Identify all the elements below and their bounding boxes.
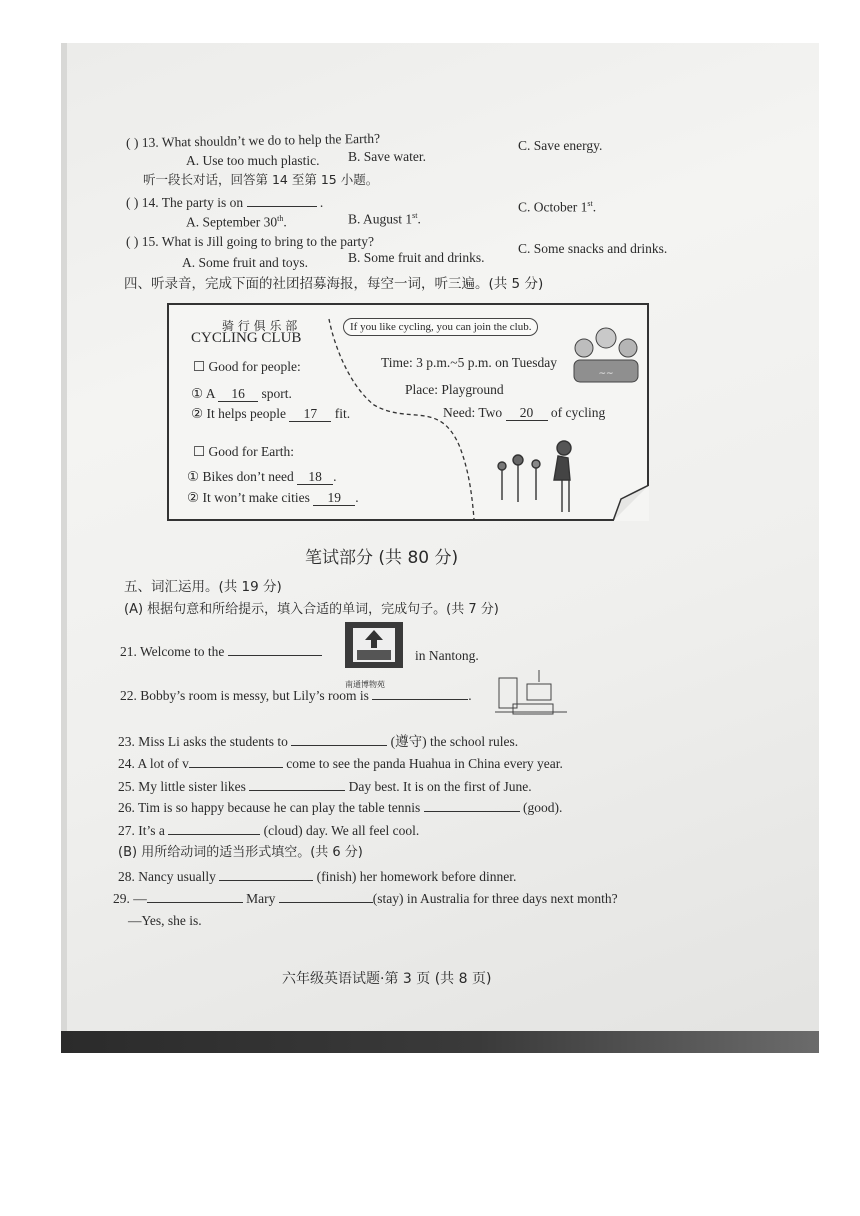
q23-pre: 23. Miss Li asks the students to [118,734,288,749]
q25-pre: 25. My little sister likes [118,779,246,794]
q28-pre: 28. Nancy usually [118,869,216,884]
checkbox-icon: ☐ [193,359,206,374]
q14-option-b: B. August 1st. [348,211,421,227]
q15-option-a: A. Some fruit and toys. [182,255,308,270]
written-section-heading: 笔试部分 (共 80 分) [305,548,459,568]
q27-post: (cloud) day. We all feel cool. [263,823,420,838]
q14-option-b-text: B. August 1 [348,211,413,227]
q14-option-a-sup: th [277,214,284,223]
q26-post: (good). [522,800,563,815]
museum-caption: 南通博物苑 [345,680,385,689]
q21-post: in Nantong. [415,648,479,663]
good-for-earth [193,445,294,459]
need-pre: Need: Two [443,405,503,420]
blank-17-number: 17 [289,407,331,422]
q14-option-c-sup: st [587,199,593,208]
question-28 [118,870,516,884]
section-4-title: 四、听录音，完成下面的社团招募海报，每空一词，听三遍。(共 5 分) [124,276,544,292]
place-info: Place: Playground [405,382,504,397]
blank-16 [191,387,292,402]
q14-option-b-sup: st [412,211,418,220]
blank-18-number: 18 [297,470,333,485]
question-25 [118,780,532,794]
q15-option-b: B. Some fruit and drinks. [348,250,485,265]
table-shadow [61,1031,819,1053]
question-27 [118,824,419,838]
page-footer: 六年级英语试题·第 3 页 (共 8 页) [282,971,492,987]
q28-post: (finish) her homework before dinner. [316,869,517,884]
blank-19: ② It won’t make cities 19 . [187,490,359,505]
q24-pre: 24. A lot of v [118,756,189,771]
q22-pre: 22. Bobby’s room is messy, but Lily’s room is [120,688,369,703]
item1-pre: ① A [191,386,215,401]
q28-blank[interactable] [219,879,313,881]
blank-20 [443,406,605,421]
section-5-title: 五、词汇运用。(共 19 分) [124,579,282,595]
need-post: of cycling [550,405,606,420]
item4-pre: ② It won’t make cities [187,490,310,505]
q14-option-a-text: A. September 30 [186,214,278,230]
q26-blank[interactable] [424,810,520,812]
q14-option-c-text: C. October 1 [518,199,588,215]
good-for-earth-label: Good for Earth: [208,444,294,459]
question-22: 22. Bobby’s room is messy, but Lily’s room is . [120,688,472,703]
q24-blank[interactable] [189,766,283,768]
q25-post: Day best. It is on the first of June. [348,779,532,794]
question-24 [118,757,563,771]
good-for-people-label: Good for people: [208,359,301,374]
q22-blank[interactable] [372,698,468,700]
part-a-instruction: (A) 根据句意和所给提示，填入合适的单词，完成句子。(共 7 分) [124,602,499,617]
blank-19-number: 19 [313,491,355,506]
q14-option-c: C. October 1st. [518,199,597,215]
club-name-en: CYCLING CLUB [191,330,302,346]
q13-number: ( ) 13. [125,134,159,151]
q24-post: come to see the panda Huahua in China every year. [286,756,563,771]
q21-blank[interactable] [228,654,322,656]
q29-blank-1[interactable] [147,901,243,903]
question-29 [113,892,618,906]
q27-blank[interactable] [168,833,260,835]
q21-pre: 21. Welcome to the [120,644,225,659]
item2-post: fit. [334,406,351,421]
blank-20-number: 20 [506,406,548,421]
speech-bubble: If you like cycling, you can join the club. [343,318,538,336]
good-for-people [193,360,301,374]
q25-blank[interactable] [249,789,345,791]
q29-pre: 29. — [113,891,147,906]
kids-illustration-icon [570,318,642,390]
q29-mid: Mary [246,891,276,906]
q15-text: What is Jill going to bring to the party? [161,234,374,249]
q27-pre: 27. It’s a [118,823,165,838]
q13-option-b: B. Save water. [348,149,426,164]
blank-18: ① Bikes don’t need 18 . [187,469,337,484]
listen-note: 听一段长对话，回答第 14 至第 15 小题。 [143,172,379,187]
q13-text: What shouldn’t we do to help the Earth? [161,130,381,150]
item2-pre: ② It helps people [191,406,286,421]
q26-pre: 26. Tim is so happy because he can play the table tennis [118,800,421,815]
item1-post: sport. [261,386,292,401]
q14-blank [247,205,317,207]
checkbox-icon: ☐ [193,444,206,459]
svg-text:~~: ~~ [598,369,614,379]
club-cn-text: 骑 行 俱 乐 部 [222,319,298,333]
cyclists-illustration-icon [492,436,582,516]
question-14: ( ) 14. The party is on . [126,195,324,210]
q15-option-c: C. Some snacks and drinks. [518,241,668,256]
q29-post: (stay) in Australia for three days next month? [372,891,618,906]
q14-option-a: A. September 30th. [186,214,287,230]
tidy-room-icon [493,668,569,728]
item3-pre: ① Bikes don’t need [187,469,294,484]
q29-answer: —Yes, she is. [128,913,202,928]
q23-post: (遵守) the school rules. [390,734,519,749]
blank-16-number: 16 [218,387,258,402]
q23-blank[interactable] [291,744,387,746]
q15-number: ( ) 15. [126,234,159,249]
q13-option-a: A. Use too much plastic. [186,153,320,168]
q14-text: The party is on [161,195,244,210]
museum-icon [343,620,405,678]
question-26 [118,801,562,815]
part-b-instruction: (B) 用所给动词的适当形式填空。(共 6 分) [118,845,363,860]
question-15 [126,235,374,249]
q13-option-c: C. Save energy. [518,138,603,153]
question-21 [120,645,322,659]
page-edge [61,43,67,1053]
time-info: Time: 3 p.m.~5 p.m. on Tuesday [381,355,557,370]
q29-blank-2[interactable] [279,901,373,903]
blank-17 [191,407,350,422]
q14-number: ( ) 14. [126,195,159,210]
question-23 [118,735,518,749]
